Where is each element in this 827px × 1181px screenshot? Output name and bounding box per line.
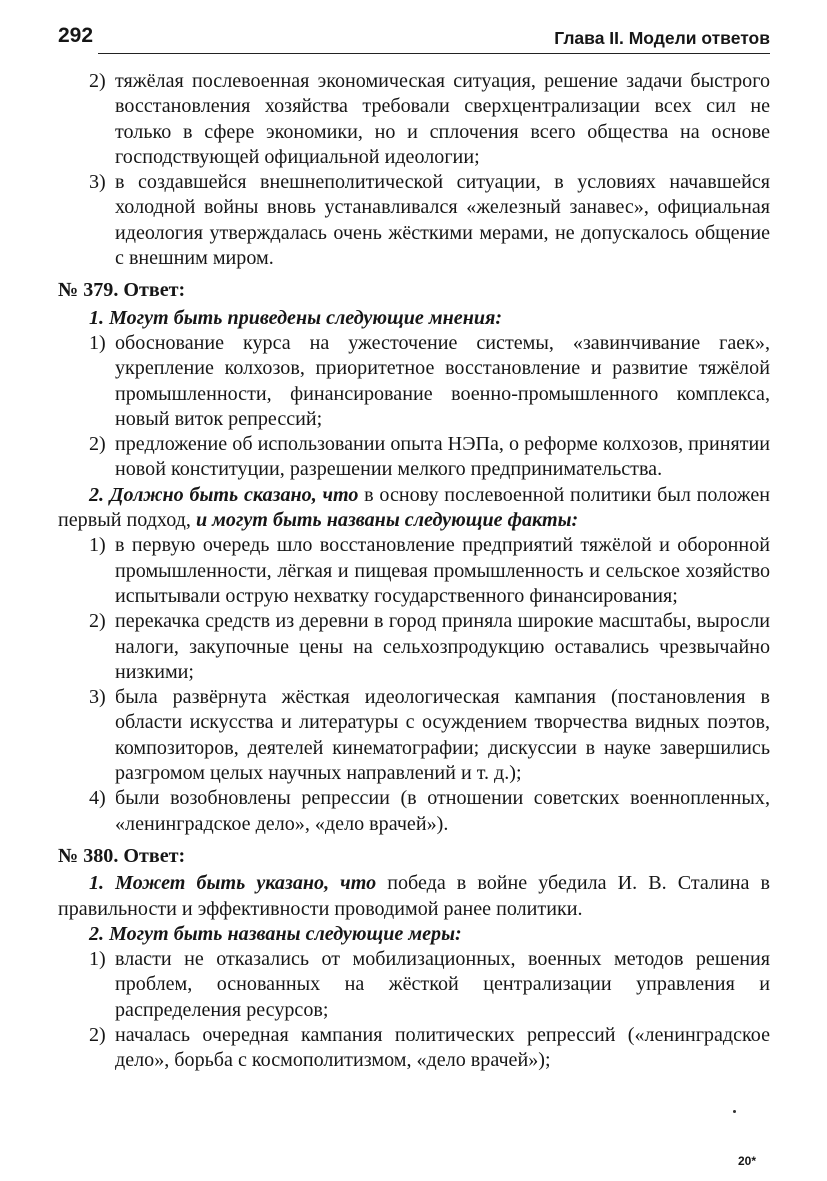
list-item — [58, 170, 770, 271]
answer-heading-380: № 380. Ответ: — [58, 844, 186, 867]
item-number: 2) — [89, 70, 106, 92]
signature-mark: 20* — [738, 1154, 757, 1168]
list-item — [58, 947, 770, 1023]
subheading-measures: 2. Могут быть названы следующие меры: — [89, 922, 462, 945]
item-number: 1) — [89, 331, 106, 354]
page-number: 292 — [58, 24, 94, 47]
emphasis-lead: 1. Может быть указано, что — [89, 872, 377, 895]
page-header — [58, 22, 770, 58]
item-text: власти не отказались от мобилизационных, военных методов решения проблем, основанных на жёсткой централизации управления и распределения ресурсов; — [115, 948, 770, 1021]
page-content — [58, 69, 770, 1074]
list-item — [58, 786, 770, 837]
item-number: 2) — [89, 433, 106, 456]
print-speck — [733, 1110, 736, 1113]
list-item — [58, 533, 770, 609]
item-number: 3) — [89, 171, 106, 194]
item-text: была развёрнута жёсткая идеологическая кампания (постановления в области искусства и литературы с осуждением творчества видных поэтов, композиторов, деятелей кинематографии; дискуссии в науке завершились разгромом целых научных направлений и т. д.); — [115, 686, 770, 785]
paragraph-may-be-indicated — [58, 871, 770, 922]
item-text: перекачка средств из деревни в город приняла широкие масштабы, выросли налоги, закупочные цены на сельхозпродукцию оставались чрезвычайно низкими; — [115, 610, 770, 683]
subheading-opinions: 1. Могут быть приведены следующие мнения: — [89, 306, 503, 329]
emphasis-lead: 2. Должно быть сказано, что — [89, 483, 359, 506]
item-text: в первую очередь шло восстановление предприятий тяжёлой и оборонной промышленности, лёгкая и пищевая промышленность и сельское хозяйство испытывали острую нехватку государственного финансирования; — [115, 534, 770, 607]
item-text: тяжёлая послевоенная экономическая ситуация, решение задачи быстрого восстановления хозяйства требовали сверхцентрализации всех сил не только в сфере экономики, но и сплочения всего общества на основе господствующей официальной идеологии; — [115, 70, 770, 168]
item-number: 2) — [89, 1023, 106, 1046]
list-item — [58, 432, 770, 483]
item-number: 3) — [89, 686, 106, 709]
item-number: 2) — [89, 610, 106, 633]
list-item — [58, 1023, 770, 1074]
emphasis-tail: и могут быть названы следующие факты: — [195, 509, 579, 532]
paragraph-text: победа в войне убедила И. В. Сталина в правильности и эффективности проводимой ранее политики. — [58, 872, 770, 920]
item-number: 1) — [89, 534, 106, 557]
header-rule — [98, 53, 770, 54]
list-item — [58, 685, 770, 786]
list-item — [58, 69, 770, 170]
item-text: в создавшейся внешнеполитической ситуации, в условиях начавшейся холодной войны вновь устанавливался «железный занавес», официальная идеология утверждалась очень жёсткими мерами, не допускалось общение с внешним миром. — [115, 171, 770, 270]
list-item — [58, 331, 770, 432]
paragraph-text: в основу послевоенной политики был положен первый подход, — [58, 483, 770, 532]
item-text: были возобновлены репрессии (в отношении советских военнопленных, «ленинградское дело», «дело врачей»). — [115, 787, 770, 835]
item-number: 4) — [89, 787, 106, 810]
item-number: 1) — [89, 948, 106, 971]
chapter-title: Глава II. Модели ответов — [554, 28, 770, 48]
paragraph-must-be-said — [58, 483, 770, 534]
item-text: обоснование курса на ужесточение системы, «завинчивание гаек», укрепление колхозов, приоритетное восстановление и развитие тяжёлой промышленности, финансирование военно-промышленного комплекса, новый виток репрессий; — [115, 331, 770, 430]
item-text: предложение об использовании опыта НЭПа, о реформе колхозов, принятии новой конституции, разрешении мелкого предпринимательства. — [115, 433, 770, 481]
answer-heading-379: № 379. Ответ: — [58, 279, 186, 302]
list-item — [58, 609, 770, 685]
item-text: началась очередная кампания политических репрессий («ленинградское дело», борьба с космополитизмом, «дело врачей»); — [115, 1023, 770, 1072]
